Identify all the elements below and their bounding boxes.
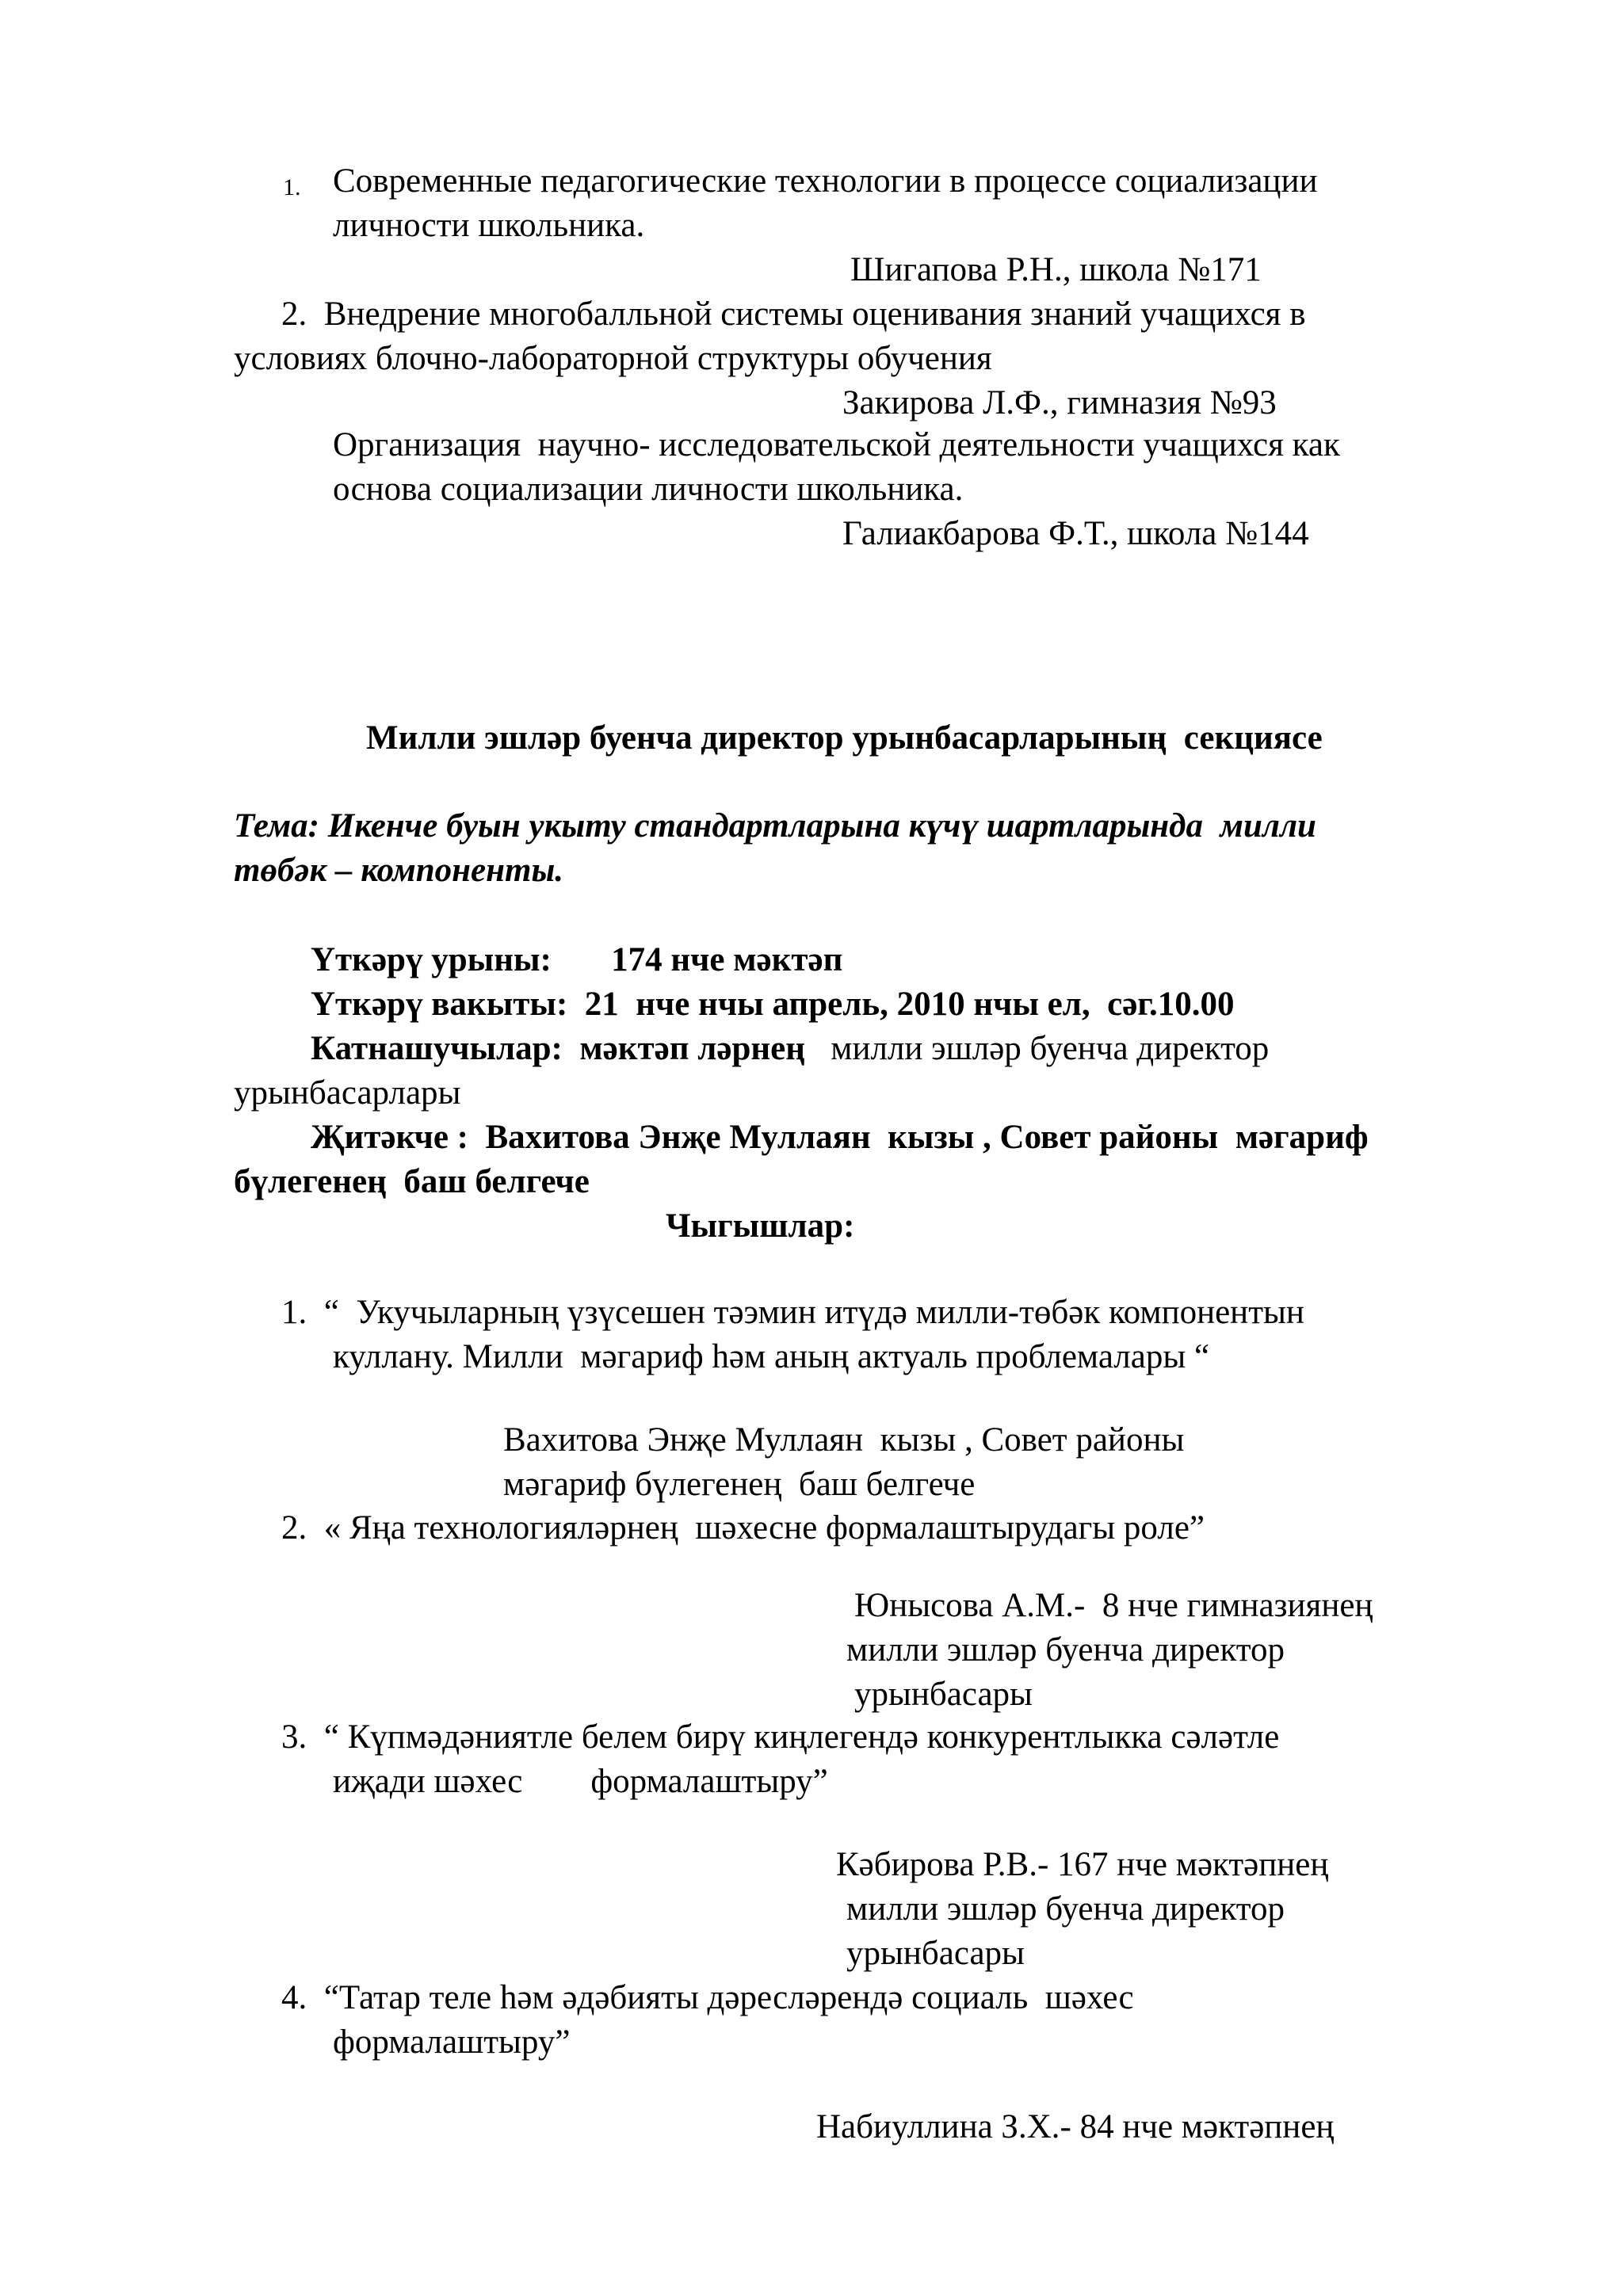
speech-author: Кәбирова Р.В.- 167 нче мәктәпнең (836, 1846, 1329, 1883)
list-item-text: основа социализации личности школьника. (333, 471, 964, 508)
leader-line-2: бүлегенең баш белгече (234, 1163, 590, 1200)
speech-item: формалаштыру” (333, 2023, 571, 2061)
list-item-author: Шигапова Р.Н., школа №171 (850, 251, 1262, 288)
speech-author: урынбасары (846, 1935, 1025, 1972)
speech-item: иҗади шәхес формалаштыру” (333, 1763, 828, 1800)
list-item-text: Организация научно- исследовательской деятельности учащихся как (333, 426, 1340, 463)
leader-line: Җитәкче : Вахитова Энҗе Муллаян кызы , Совет районы мәгариф (311, 1119, 1369, 1156)
theme-line: Тема: Икенче буын укыту стандартларына күчү шартларында милли (234, 807, 1316, 845)
speech-item: 1. “ Укучыларның үзүсешен тәэмин итүдә милли-төбәк компонентын (281, 1294, 1304, 1331)
list-item-text: личности школьника. (333, 207, 645, 244)
list-item-author: Закирова Л.Ф., гимназия №93 (842, 384, 1277, 421)
speech-author: Юнысова А.М.- 8 нче гимназиянең (854, 1587, 1373, 1624)
speech-item: куллану. Милли мәгариф һәм аның актуаль проблемалары “ (333, 1338, 1210, 1375)
speech-item: 4. “Татар теле һәм әдәбияты дәресләрендә социаль шәхес (281, 1979, 1134, 2016)
time-line: Үткәрү вакыты: 21 нче нчы апрель, 2010 нчы ел, сәг.10.00 (311, 986, 1235, 1023)
list-item-text: условиях блочно-лабораторной структуры обучения (234, 340, 992, 377)
participants-label: Катнашучылар: мәктәп ләрнең (311, 1030, 806, 1067)
section-title: Милли эшләр буенча директор урынбасарларының секциясе (366, 719, 1323, 757)
participants-text: милли эшләр буенча директор (805, 1030, 1270, 1067)
list-item-number: 1. (283, 174, 301, 200)
speech-author: Вахитова Энҗе Муллаян кызы , Совет районы (503, 1421, 1185, 1459)
speech-item: 3. “ Күпмәдәниятле белем бирү киңлегендә конкурентлыкка сәләтле (281, 1718, 1280, 1756)
participants-line (311, 1028, 1269, 1070)
speech-author: мәгариф бүлегенең баш белгече (503, 1466, 976, 1503)
speech-author: милли эшләр буенча директор (846, 1631, 1285, 1669)
list-item-text: Современные педагогические технологии в процессе социализации (333, 162, 1318, 200)
speech-author: урынбасары (854, 1676, 1033, 1713)
speech-item: 2. « Яңа технологияләрнең шәхесне формалаштырудагы роле” (281, 1509, 1205, 1547)
theme-line: төбәк – компоненты. (234, 852, 564, 889)
speech-author: милли эшләр буенча директор (846, 1890, 1285, 1928)
speakers-title: Чыгышлар: (666, 1207, 855, 1245)
venue-line: Үткәрү урыны: 174 нче мәктәп (311, 941, 843, 978)
participants-line-2: урынбасарлары (234, 1074, 461, 1112)
speech-author: Набиуллина З.Х.- 84 нче мәктәпнең (816, 2108, 1335, 2145)
list-item-author: Галиакбарова Ф.Т., школа №144 (842, 515, 1309, 552)
list-item-text: 2. Внедрение многобалльной системы оценивания знаний учащихся в (281, 296, 1306, 333)
